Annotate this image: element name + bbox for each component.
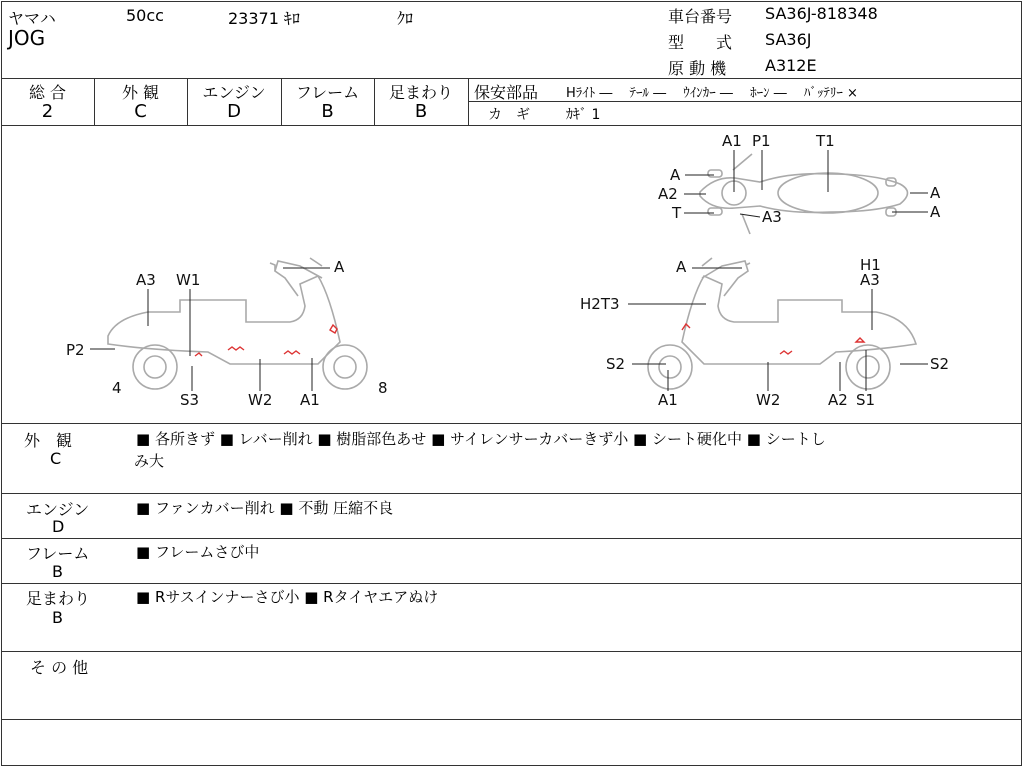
grid-line [1, 719, 1022, 720]
grid-line [468, 101, 1022, 102]
svg-text:A2: A2 [658, 185, 678, 203]
frame-no: SA36J-818348 [765, 4, 878, 23]
right-side-labels [580, 256, 949, 409]
svg-text:S1: S1 [856, 391, 876, 409]
svg-text:T: T [672, 204, 682, 222]
grade-value-overall: 2 [41, 101, 54, 122]
frame-no-label: 車台番号 [668, 7, 733, 26]
svg-text:A: A [670, 166, 681, 184]
note-category-suspension: 足まわり [26, 589, 91, 608]
svg-text:A: A [676, 258, 687, 276]
note-text-engine: ■ ファンカバー削れ ■ 不動 圧縮不良 [136, 499, 394, 517]
displacement: 50cc [126, 6, 164, 25]
svg-text:A1: A1 [722, 132, 742, 150]
note-grade-engine: D [52, 517, 65, 536]
grid-line [468, 78, 469, 125]
color: ｸﾛ [397, 9, 414, 28]
svg-text:H2T3: H2T3 [580, 295, 620, 313]
note-text-exterior-cont: み大 [134, 452, 165, 470]
note-category-engine: エンジン [26, 500, 90, 519]
svg-text:P1: P1 [752, 132, 771, 150]
svg-text:8: 8 [378, 379, 388, 397]
svg-text:A1: A1 [300, 391, 320, 409]
grid-line [1, 583, 1022, 584]
grade-label-exterior: 外 観 [121, 83, 160, 102]
svg-text:A: A [930, 184, 941, 202]
safety-label: 保安部品 [474, 83, 539, 102]
svg-text:A2: A2 [828, 391, 848, 409]
note-grade-exterior: C [50, 449, 62, 468]
svg-text:A: A [334, 258, 345, 276]
key-label: カ ギ [488, 107, 530, 123]
grid-line [1, 493, 1022, 494]
maker: ヤマハ [8, 9, 56, 28]
svg-text:W2: W2 [248, 391, 273, 409]
svg-text:4: 4 [112, 379, 122, 397]
right-damage-marks [682, 324, 864, 354]
grade-value-frame: B [321, 101, 334, 122]
left-side-leaders [90, 268, 330, 391]
left-side-labels [66, 258, 388, 409]
grid-line [1, 423, 1022, 424]
grade-value-exterior: C [134, 101, 147, 122]
svg-text:S3: S3 [180, 391, 200, 409]
svg-text:A3: A3 [762, 208, 782, 226]
svg-text:W2: W2 [756, 391, 781, 409]
svg-text:A1: A1 [658, 391, 678, 409]
svg-text:A3: A3 [860, 271, 880, 289]
grade-label-overall: 総 合 [28, 83, 67, 102]
grid-line [1, 538, 1022, 539]
grade-label-suspension: 足まわり [388, 83, 453, 102]
note-grade-frame: B [52, 562, 63, 581]
key-value: ｶｷﾞ 1 [566, 107, 601, 123]
svg-text:T1: T1 [816, 132, 835, 150]
svg-text:S2: S2 [930, 355, 950, 373]
note-category-exterior: 外 観 [24, 431, 73, 450]
safety-items: Hﾗｲﾄ ― ﾃｰﾙ ― ｳｲﾝｶｰ ― ﾎｰﾝ ― ﾊﾞｯﾃﾘｰ × [566, 86, 858, 101]
grade-label-engine: エンジン [202, 83, 266, 102]
note-category-frame: フレーム [26, 544, 90, 563]
svg-text:S2: S2 [606, 355, 626, 373]
svg-text:P2: P2 [66, 341, 85, 359]
note-text-frame: ■ フレームさび中 [136, 543, 260, 561]
right-side-leaders [628, 268, 928, 391]
svg-text:H1: H1 [860, 256, 881, 274]
engine-value: A312E [765, 56, 817, 75]
mileage: 23371 ｷﾛ [228, 9, 300, 28]
scooter-diagrams [0, 126, 1024, 422]
grid-line [1, 651, 1022, 652]
svg-text:A3: A3 [136, 271, 156, 289]
grid-line [1, 78, 1022, 79]
note-text-exterior: ■ 各所きず ■ レバー削れ ■ 樹脂部色あせ ■ サイレンサーカバーきず小 ■ シート硬化中 ■ シートし [136, 430, 826, 448]
grade-value-suspension: B [414, 101, 428, 122]
note-grade-suspension: B [52, 608, 63, 627]
type-label: 型 式 [668, 33, 733, 52]
svg-text:W1: W1 [176, 271, 201, 289]
engine-label: 原 動 機 [668, 59, 727, 78]
top-view-scooter [700, 154, 908, 234]
left-damage-marks [195, 325, 337, 356]
grade-label-frame: フレーム [295, 83, 360, 102]
svg-text:A: A [930, 203, 941, 221]
type-value: SA36J [765, 30, 812, 49]
grade-value-engine: D [227, 101, 241, 122]
other-label: そ の 他 [30, 658, 89, 677]
model-name: JOG [8, 26, 46, 50]
note-text-suspension: ■ Rサスインナーさび小 ■ Rタイヤエアぬけ [136, 588, 439, 606]
